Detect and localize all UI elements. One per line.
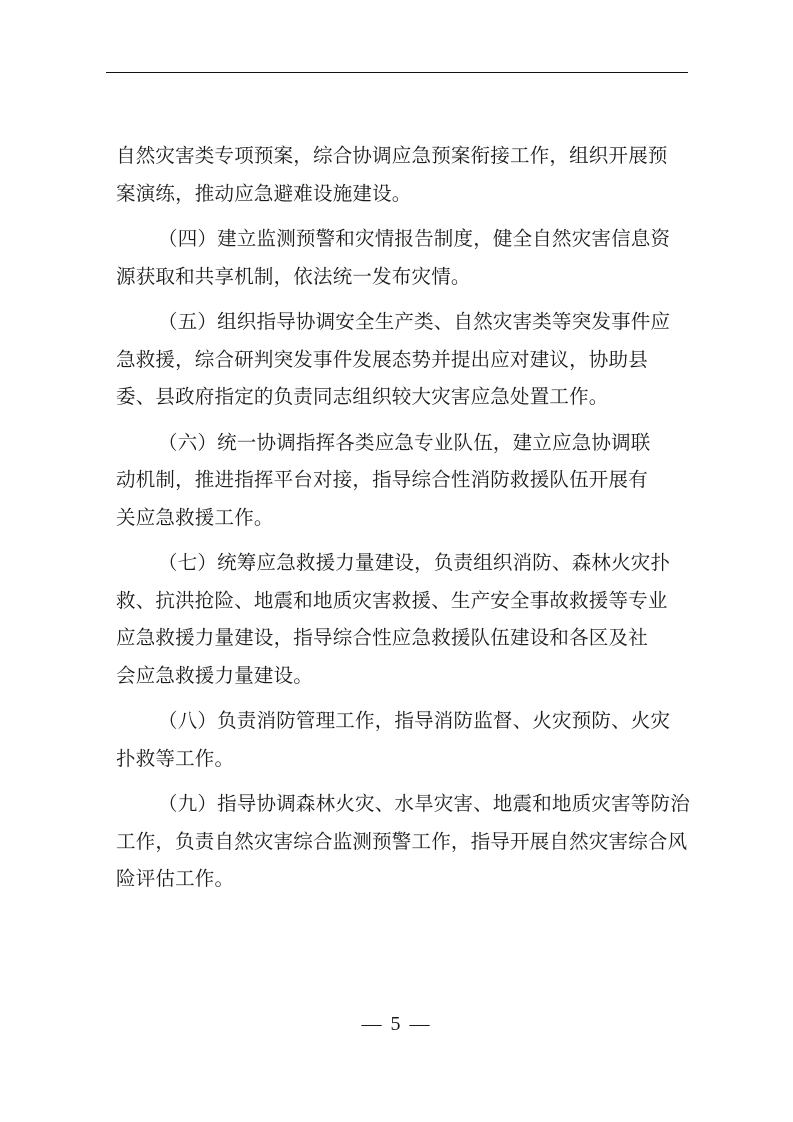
text-line: 急救援，综合研判突发事件发展态势并提出应对建议，协助县 (116, 347, 648, 371)
text-line: 动机制，推进指挥平台对接，指导综合性消防救援队伍开展有 (116, 468, 648, 491)
text-line: （四）建立监测预警和灾情报告制度，健全自然灾害信息资 (158, 227, 671, 250)
text-line: 扑救等工作。 (116, 746, 235, 770)
paragraph-item-6 (116, 424, 686, 537)
text-line: 工作，负责自然灾害综合监测预警工作，指导开展自然灾害综合风 (116, 829, 688, 853)
page-number: — 5 — (361, 1013, 432, 1035)
text-line: 应急救援力量建设，指导综合性应急救援队伍建设和各区及社 (116, 626, 648, 649)
text-line: 险评估工作。 (116, 867, 235, 890)
document-body (116, 137, 690, 906)
text-line: 救、抗洪抢险、地震和地质灾害救援、生产安全事故救援等专业 (116, 588, 668, 612)
text-line: 会应急救援力量建设。 (116, 663, 314, 687)
header-rule (106, 72, 688, 73)
text-line: （五）组织指导协调安全生产类、自然灾害类等突发事件应 (158, 310, 671, 333)
text-line: 关应急救援工作。 (116, 505, 274, 529)
text-line: 案演练，推动应急避难设施建设。 (116, 181, 412, 205)
text-line: （六）统一协调指挥各类应急专业队伍，建立应急协调联 (158, 430, 651, 454)
text-line: 源获取和共享机制，依法统一发布灾情。 (116, 264, 471, 288)
paragraph-item-8 (116, 702, 686, 777)
paragraph-item-5 (116, 303, 686, 416)
text-line: （八）负责消防管理工作，指导消防监督、火灾预防、火灾 (158, 709, 671, 732)
paragraph-continuation (116, 137, 686, 212)
paragraph-item-4 (116, 220, 686, 295)
text-line: （九）指导协调森林火灾、水旱灾害、地震和地质灾害等防治 (158, 792, 690, 815)
text-line: 委、县政府指定的负责同志组织较大灾害应急处置工作。 (116, 385, 609, 408)
paragraph-item-7 (116, 544, 686, 694)
text-line: 自然灾害类专项预案，综合协调应急预案衔接工作，组织开展预 (116, 144, 668, 167)
paragraph-item-9 (116, 785, 690, 898)
text-line: （七）统筹应急救援力量建设，负责组织消防、森林火灾扑 (158, 551, 671, 574)
